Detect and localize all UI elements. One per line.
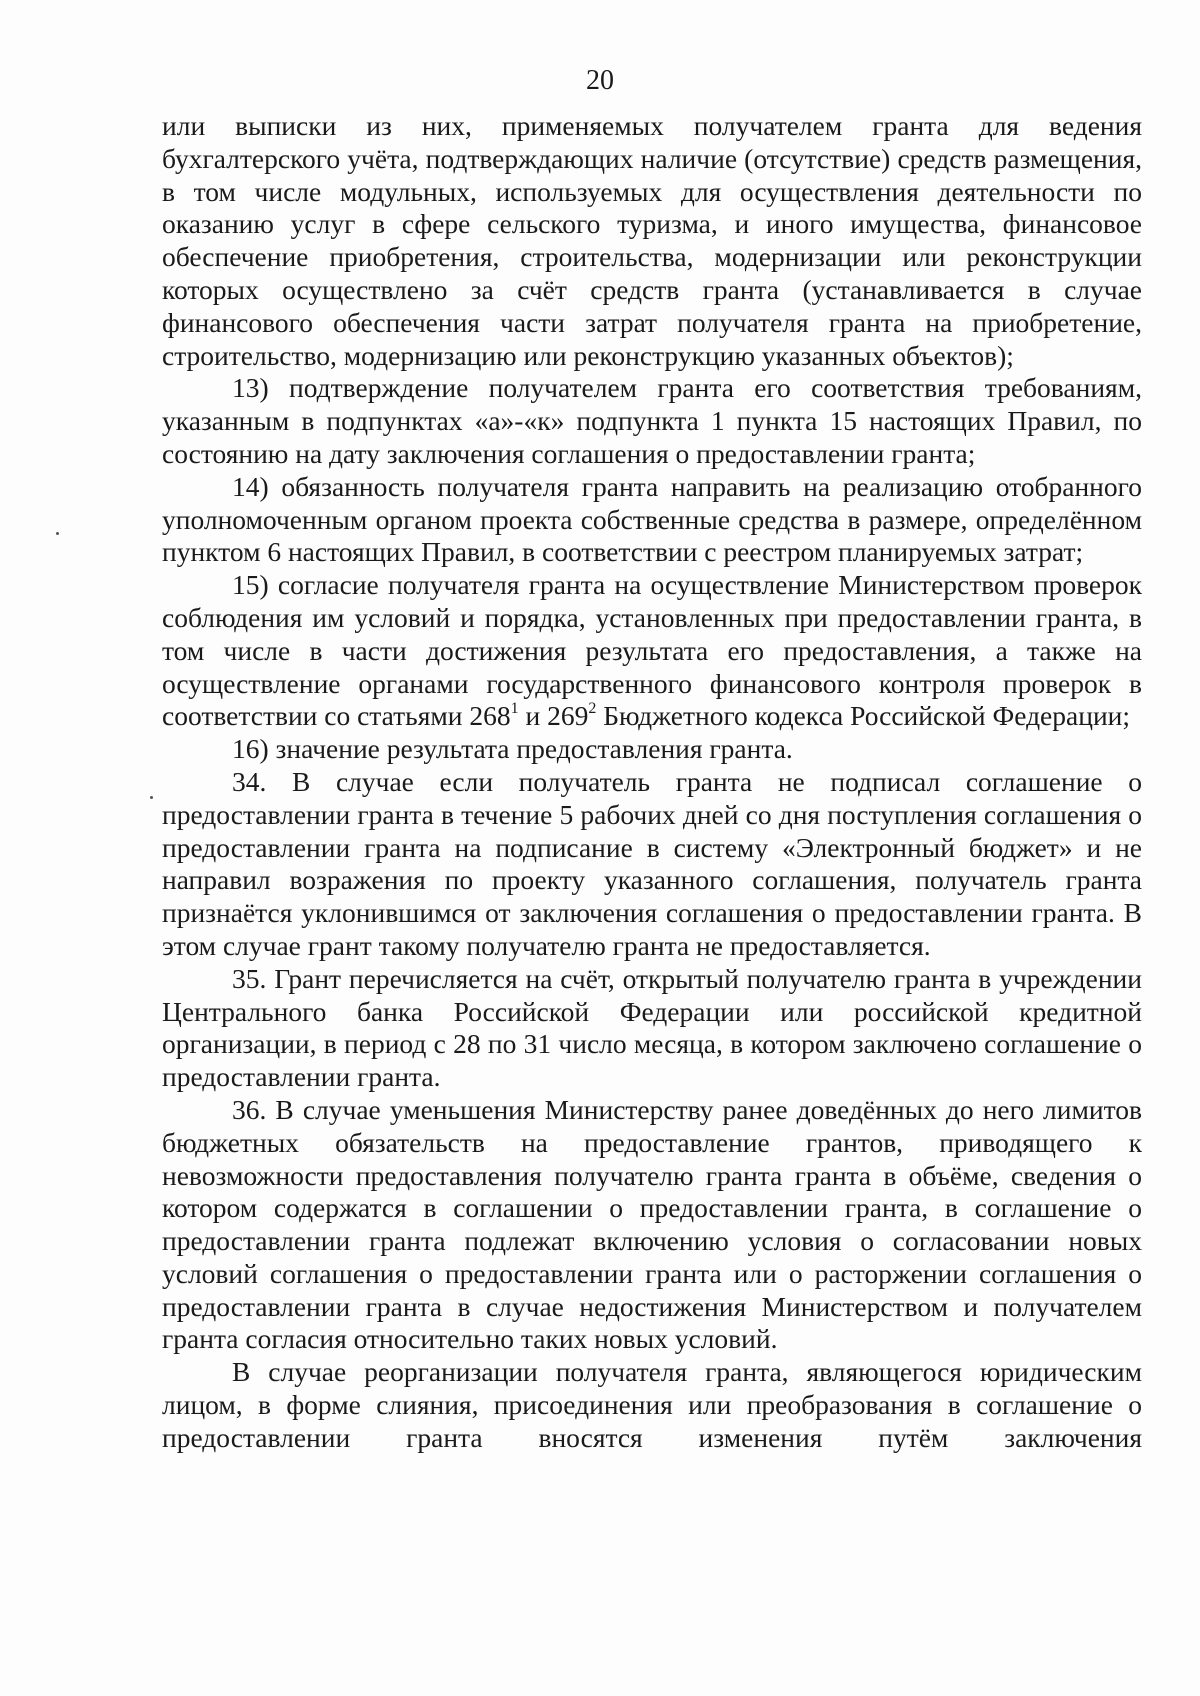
scan-speck [56, 532, 59, 535]
document-body [162, 110, 1142, 1455]
scan-speck [150, 796, 153, 799]
paragraph-35: 35. Грант перечисляется на счёт, открытый получателю гранта в учреждении Центрального банка Российской Федерации или российской кредитной организации, в период с 28 по 31 число месяца, в котором заключено соглашение о предоставлении гранта. [162, 962, 1142, 1093]
paragraph-36: 36. В случае уменьшения Министерству ранее доведённых до него лимитов бюджетных обязательств на предоставление грантов, приводящего к невозможности предоставления получателю гранта гранта в объёме, сведения о котором содержатся в соглашении о предоставлении гранта, в соглашение о предоставлении гранта подлежат включению условия о согласовании новых условий соглашения о предоставлении гранта или о расторжении соглашения о предоставлении гранта в случае недостижения Министерством и получателем гранта согласия относительно таких новых условий. [162, 1093, 1142, 1355]
paragraph-item-15-text: 15) согласие получателя гранта на осуществление Министерством проверок соблюдения им условий и порядка, установленных при предоставлении гранта, в том числе в части достижения результата его предоставления, а также на осуществление органами государственного финансового контроля проверок в соответствии со статьями 268 [162, 569, 1142, 732]
paragraph-34: 34. В случае если получатель гранта не подписал соглашение о предоставлении гранта в течение 5 рабочих дней со дня поступления соглашения о предоставлении гранта на подписание в систему «Электронный бюджет» и не направил возражения по проекту указанного соглашения, получатель гранта признаётся уклонившимся от заключения соглашения о предоставлении гранта. В этом случае грант такому получателю гранта не предоставляется. [162, 765, 1142, 961]
paragraph-item-14: 14) обязанность получателя гранта направить на реализацию отобранного уполномоченным органом проекта собственные средства в размере, определённом пунктом 6 настоящих Правил, в соответствии с реестром планируемых затрат; [162, 470, 1142, 568]
paragraph-item-16: 16) значение результата предоставления гранта. [232, 733, 793, 765]
page-number: 20 [586, 65, 614, 96]
superscript-268: 1 [510, 700, 519, 718]
paragraph-continuation: или выписки из них, применяемых получателем гранта для ведения бухгалтерского учёта, подтверждающих наличие (отсутствие) средств размещения, в том числе модульных, используемых для осуществления деятельности по оказанию услуг в сфере сельского туризма, и иного имущества, финансовое обеспечение приобретения, строительства, модернизации или реконструкции которых осуществлено за счёт средств гранта (устанавливается в случае финансового обеспечения части затрат получателя гранта на приобретение, строительство, модернизацию или реконструкцию указанных объектов); [162, 110, 1142, 371]
superscript-269: 2 [588, 700, 597, 718]
paragraph-item-15-end: Бюджетного кодекса Российской Федерации; [596, 700, 1131, 732]
paragraph-item-15-mid: и 269 [518, 700, 589, 732]
paragraph-reorganization: В случае реорганизации получателя гранта, являющегося юридическим лицом, в форме слияния, присоединения или преобразования в соглашение о предоставлении гранта вносятся изменения путём заключения [162, 1356, 1142, 1453]
paragraph-item-13: 13) подтверждение получателем гранта его соответствия требованиям, указанным в подпунктах «а»-«к» подпункта 1 пункта 15 настоящих Правил, по состоянию на дату заключения соглашения о предоставлении гранта; [162, 372, 1142, 469]
paragraph-item-15 [162, 569, 1142, 733]
